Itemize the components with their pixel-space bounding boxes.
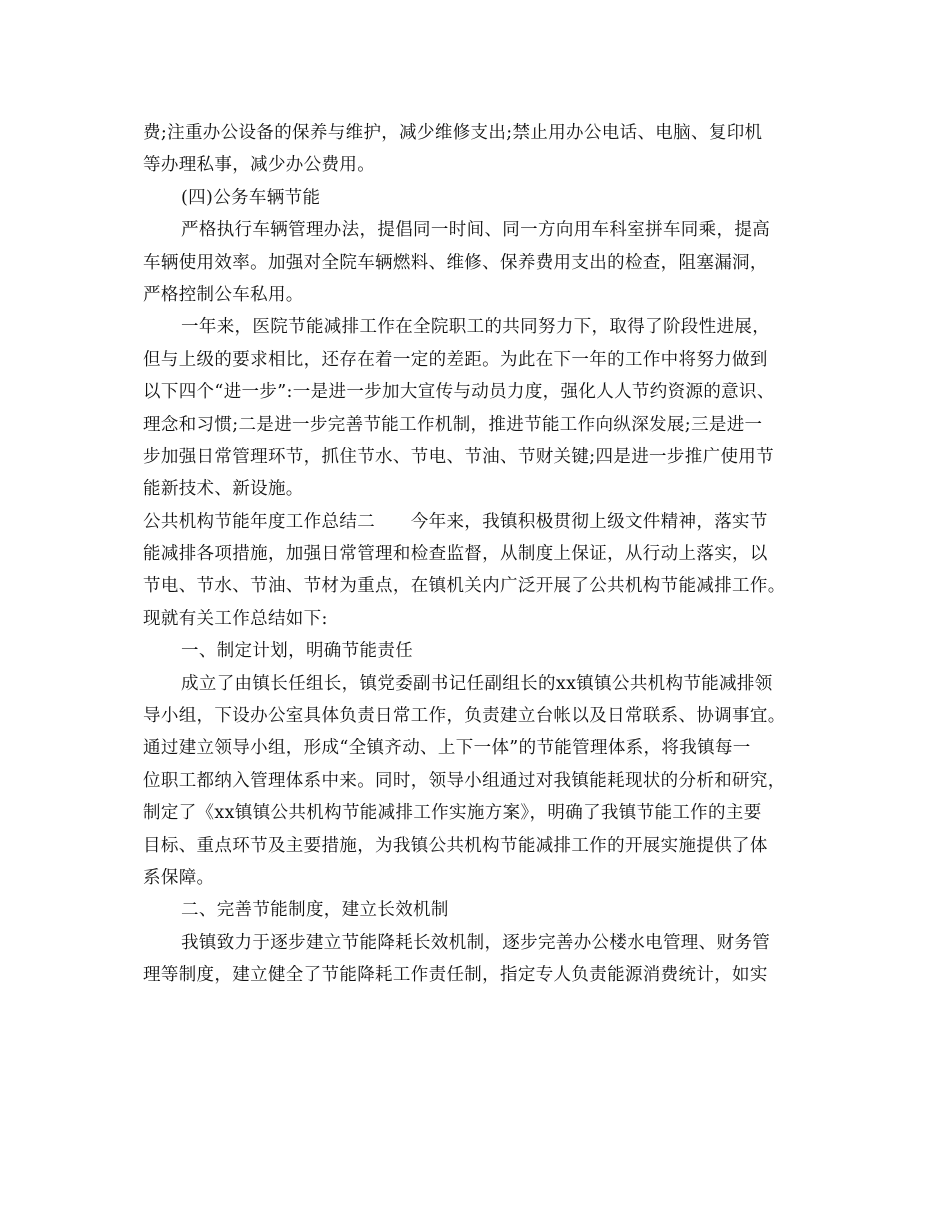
text-line: 理等制度，建立健全了节能降耗工作责任制，指定专人负责能源消费统计，如实 <box>143 965 768 986</box>
text-line: 公共机构节能年度工作总结二 今年来，我镇积极贯彻上级文件精神，落实节 <box>143 511 768 532</box>
text-line: 严格执行车辆管理办法，提倡同一时间、同一方向用车科室拼车同乘，提高 <box>181 220 771 241</box>
text-line: 现就有关工作总结如下: <box>143 608 328 629</box>
text-line: 严格控制公车私用。 <box>143 284 304 305</box>
document-body <box>143 117 815 992</box>
text-line: 系保障。 <box>143 867 215 888</box>
text-line: 车辆使用效率。加强对全院车辆燃料、维修、保养费用支出的检查，阻塞漏洞， <box>143 252 768 273</box>
text-line: 以下四个“进一步”:一是进一步加大宣传与动员力度，强化人人节约资源的意识、 <box>143 382 775 403</box>
text-line: 节电、节水、节油、节材为重点，在镇机关内广泛开展了公共机构节能减排工作。 <box>143 576 786 597</box>
text-line: 费;注重办公设备的保养与维护，减少维修支出;禁止用办公电话、电脑、复印机 <box>143 123 763 143</box>
text-line: 一、制定计划，明确节能责任 <box>181 641 414 662</box>
text-line: 一年来，医院节能减排工作在全院职工的共同努力下，取得了阶段性进展， <box>181 317 771 338</box>
text-line: 步加强日常管理环节，抓住节水、节电、节油、节财关键;四是进一步推广使用节 <box>143 446 774 467</box>
text-line: 能减排各项措施，加强日常管理和检查监督，从制度上保证，从行动上落实，以 <box>143 544 768 565</box>
text-line: 理念和习惯;二是进一步完善节能工作机制，推进节能工作向纵深发展;三是进一 <box>143 414 763 435</box>
text-line: 但与上级的要求相比，还存在着一定的差距。为此在下一年的工作中将努力做到 <box>143 349 768 370</box>
text-line: 我镇致力于逐步建立节能降耗长效机制，逐步完善办公楼水电管理、财务管 <box>181 932 771 953</box>
text-line: 等办理私事，减少办公费用。 <box>143 155 376 176</box>
text-line: 制定了《xx镇镇公共机构节能减排工作实施方案》，明确了我镇节能工作的主要 <box>143 803 762 824</box>
text-line: (四)公务车辆节能 <box>181 187 321 208</box>
text-line: 目标、重点环节及主要措施，为我镇公共机构节能减排工作的开展实施提供了体 <box>143 835 768 856</box>
text-line: 能新技术、新设施。 <box>143 479 304 500</box>
text-line: 成立了由镇长任组长，镇党委副书记任副组长的xx镇镇公共机构节能减排领 <box>181 673 773 694</box>
text-line: 导小组，下设办公室具体负责日常工作，负责建立台帐以及日常联系、协调事宜。 <box>143 706 786 727</box>
text-line: 二、完善节能制度，建立长效机制 <box>181 900 449 921</box>
text-line: 通过建立领导小组，形成“全镇齐动、上下一体”的节能管理体系，将我镇每一 <box>143 738 751 759</box>
text-line: 位职工都纳入管理体系中来。同时，领导小组通过对我镇能耗现状的分析和研究， <box>143 770 786 791</box>
